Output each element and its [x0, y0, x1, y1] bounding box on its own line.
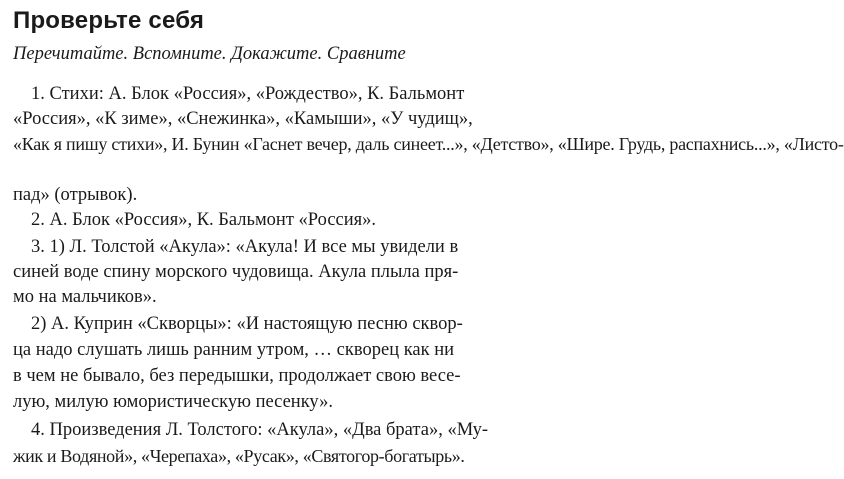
answer-1-line-2: «Россия», «К зиме», «Снежинка», «Камыши», «У чудищ»,	[13, 109, 473, 129]
answer-1-line-1: 1. Стихи: А. Блок «Россия», «Рождество», К. Бальмонт	[31, 84, 465, 104]
answer-3-part-2-line-3: в чем не бывало, без передышки, продолжает свою весе-	[13, 366, 461, 386]
answer-3-part-2-line-2: ца надо слушать лишь ранним утром, … скворец как ни	[13, 340, 455, 360]
answer-4-line-1: 4. Произведения Л. Толстого: «Акула», «Два брата», «Му-	[31, 420, 489, 440]
answer-3-line-3: мо на мальчиков».	[13, 287, 157, 307]
answer-3-part-2-line-1: 2) А. Куприн «Скворцы»: «И настоящую песню сквор-	[31, 314, 463, 334]
answer-4-line-2: жик и Водяной», «Черепаха», «Русак», «Святогор-богатырь».	[13, 446, 465, 466]
answer-3-line-1: 3. 1) Л. Толстой «Акула»: «Акула! И все мы увидели в	[31, 237, 459, 257]
answer-1-line-3: «Как я пишу стихи», И. Бунин «Гаснет вечер, даль синеет...», «Детство», «Шире. Грудь, распахнись...», «Листо-	[13, 134, 844, 154]
page-subtitle: Перечитайте. Вспомните. Докажите. Сравните	[13, 44, 406, 64]
answer-3-line-2: синей воде спину морского чудовища. Акула плыла пря-	[13, 262, 459, 282]
answer-1-line-4: пад» (отрывок).	[13, 185, 138, 205]
answer-2: 2. А. Блок «Россия», К. Бальмонт «Россия».	[31, 210, 377, 230]
answer-3-part-2-line-4: лую, милую юмористическую песенку».	[13, 392, 334, 412]
page-title: Проверьте себя	[13, 7, 205, 34]
